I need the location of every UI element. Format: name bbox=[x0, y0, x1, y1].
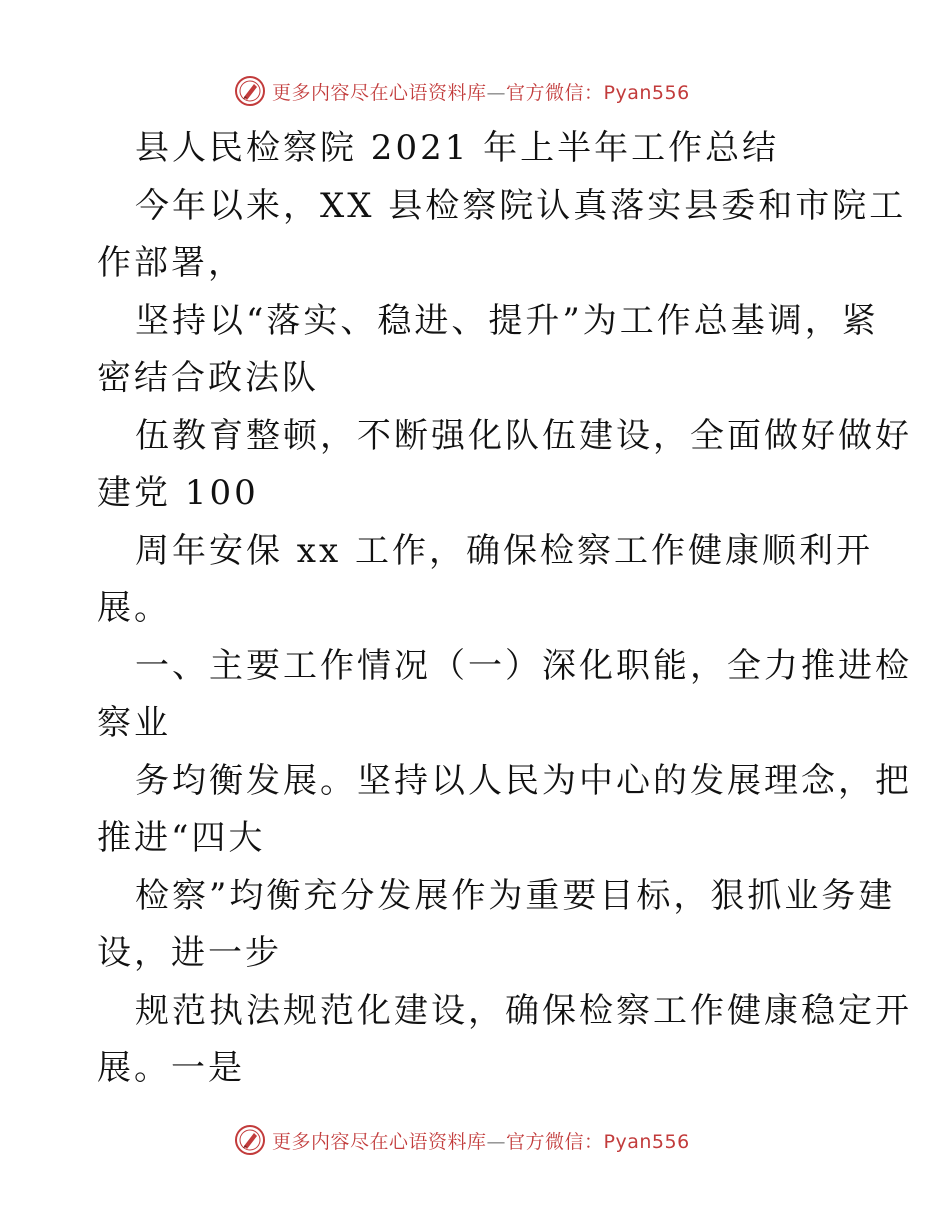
document-title: 县人民检察院 2021 年上半年工作总结 bbox=[135, 128, 780, 168]
watermark-contact: 官方微信：Pyan556 bbox=[506, 1130, 690, 1153]
watermark-separator: — bbox=[486, 81, 507, 104]
paragraph-line: 规范执法规范化建设，确保检察工作健康稳定开 bbox=[135, 990, 912, 1031]
paragraph-line: 建党 100 bbox=[97, 473, 259, 513]
paragraph-line: 伍教育整顿，不断强化队伍建设，全面做好做好 bbox=[135, 415, 912, 456]
paragraph-line: 检察”均衡充分发展作为重要目标，狠抓业务建 bbox=[135, 875, 896, 916]
paragraph-line: 设，进一步 bbox=[97, 933, 282, 973]
pen-nib-seal-icon bbox=[234, 1124, 266, 1156]
paragraph-line: 一、主要工作情况（一）深化职能，全力推进检 bbox=[135, 645, 912, 686]
document-body bbox=[97, 120, 912, 1098]
paragraph-line: 务均衡发展。坚持以人民为中心的发展理念，把 bbox=[135, 760, 912, 801]
watermark-text: 更多内容尽在心语资料库 bbox=[272, 1130, 487, 1153]
paragraph-line: 密结合政法队 bbox=[97, 358, 319, 398]
watermark-text: 更多内容尽在心语资料库 bbox=[272, 81, 487, 104]
paragraph-line: 展。一是 bbox=[97, 1048, 245, 1088]
footer-watermark bbox=[234, 1123, 690, 1157]
paragraph-line: 坚持以“落实、稳进、提升”为工作总基调，紧 bbox=[135, 300, 879, 341]
paragraph-line: 展。 bbox=[97, 588, 171, 628]
paragraph-line: 作部署， bbox=[97, 243, 245, 283]
watermark-separator: — bbox=[486, 1130, 507, 1153]
paragraph-line: 察业 bbox=[97, 703, 171, 743]
paragraph-line: 今年以来，XX 县检察院认真落实县委和市院工 bbox=[135, 185, 907, 226]
pen-nib-seal-icon bbox=[234, 75, 266, 107]
paragraph-line: 周年安保 xx 工作，确保检察工作健康顺利开 bbox=[135, 530, 873, 571]
paragraph-line: 推进“四大 bbox=[97, 818, 266, 858]
header-watermark bbox=[234, 74, 690, 108]
watermark-contact: 官方微信：Pyan556 bbox=[506, 81, 690, 104]
